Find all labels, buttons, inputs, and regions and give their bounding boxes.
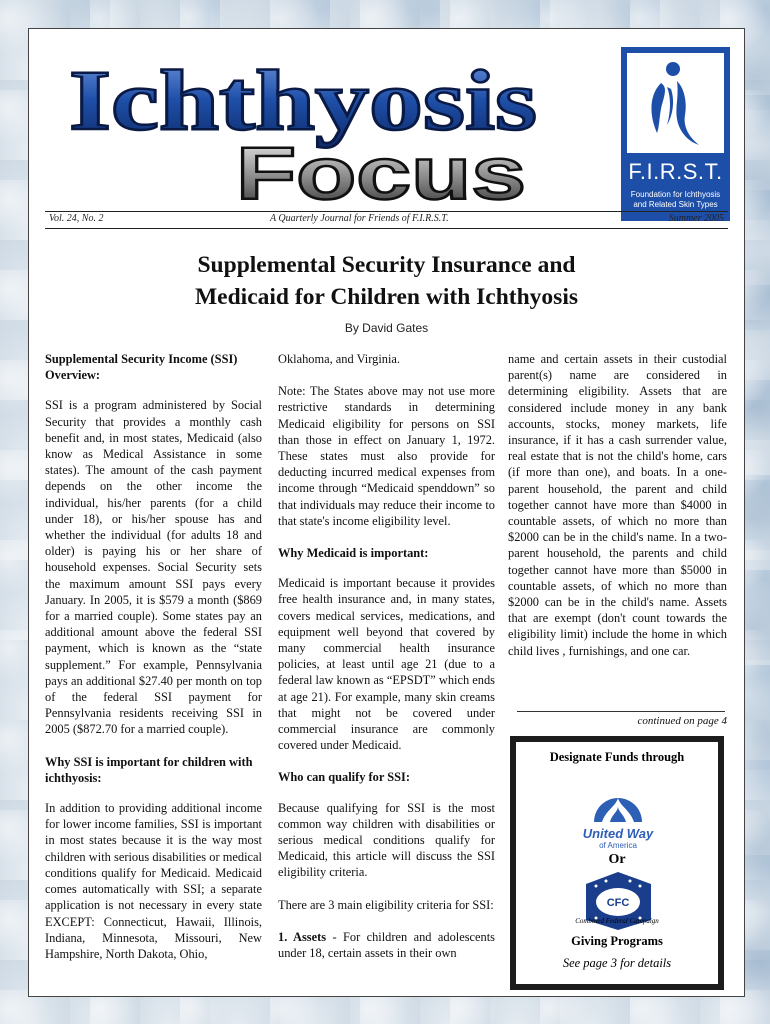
see-page-note: See page 3 for details: [562, 956, 672, 970]
funds-title: Designate Funds through: [549, 750, 685, 764]
giving-programs: Giving Programs: [571, 934, 663, 948]
designate-funds-content: [516, 742, 718, 984]
logo-line1: Ichthyosis: [69, 52, 537, 148]
title-line1: Supplemental Security Insurance and: [197, 252, 576, 278]
continued-divider: [517, 711, 725, 712]
org-tagline: [627, 190, 724, 210]
paragraph: Oklahoma, and Virginia.: [278, 352, 400, 366]
issue-season: Summer 2005: [668, 213, 724, 224]
paragraph: Note: The States above may not use more restrictive standards in determining Medicaid eligibility for persons on SSI than those in effect on January 1, 1972. These states must also provide for deducting incurred medical expenses from income through “Medicaid spenddown” so that individuals may reduce their income to that state's income eligibility level.: [278, 384, 495, 528]
cfc-letters: CFC: [606, 897, 630, 909]
united-way-sub: of America: [599, 841, 637, 850]
paragraph: name and certain assets in their custodial parent(s) name are considered in determining eligibility. Assets that are considered include money in any bank accounts, stocks, money markets, life insurance, if it has a cash surrender value, real estate that is not the child's home, cars (if more than one), and boats. In a one-parent household, the parent and child together cannot have more than $4000 in countable assets, of which no more than $2000 can be in the child's name. In a two-parent household, the parents and child together cannot have more than $5000 in countable assets, of which no more than $2000 can be in the child's name. Assets that are exempt (don't count towards the eligibility limit) include the home in which child lives , furnishings, and one car.: [508, 352, 727, 658]
newsletter-page: [28, 28, 745, 997]
paragraph: SSI is a program administered by Social Security that provides a monthly cash benefit and, in most states, Medicaid (also know as Medical Assistance in some states). The amount of the cash payment depends on the other income the individual, his/her parents (for a child under 18), or his/her spouse has and whether the individual (for adults 18 and older) is paying his or her share of household expenses. Social Security sets the maximum amount SSI pays every January. In 2005, it is $579 a month ($869 for a married couple). Some states pay an additional amount above the federal SSI payment, which is known as the “state supplement.” For example, Pennsylvania pays an additional $27.40 per month on top of the federal SSI payment for Pennsylvania residents receiving SSI in 2005 ($872.70 for a married couple).: [45, 398, 262, 737]
heading-why-medicaid: Why Medicaid is important:: [278, 546, 429, 561]
column-2: [278, 351, 495, 977]
heading-ssi-overview: Supplemental Security Income (SSI) Overview:: [45, 352, 238, 383]
heading-who-qualifies: Who can qualify for SSI:: [278, 770, 410, 785]
heading-why-ssi: Why SSI is important for children with ichthyosis:: [45, 754, 253, 785]
figure-icon: [627, 53, 724, 153]
org-tagline-line1: Foundation for Ichthyosis: [630, 190, 721, 199]
united-way-name: United Way: [582, 826, 654, 841]
paragraph: In addition to providing additional income for lower income families, SSI is important in most states because it is the way most children with serious disabilities or medical conditions qualify for Medicaid. Medicaid comes automatically with SSI; a separate application is not necessary in every state EXCEPT: Connecticut, Hawaii, Illinois, Indiana, Minnesota, Missouri, New Hampshire, North Dakota, Ohio,: [45, 801, 262, 961]
title-line2: Medicaid for Children with Ichthyosis: [195, 284, 578, 310]
bottom-rule: [45, 228, 728, 229]
org-name: F.I.R.S.T.: [628, 159, 723, 184]
paragraph: There are 3 main eligibility criteria for SSI:: [278, 897, 494, 912]
issue-info-bar: [45, 211, 728, 227]
continued-note: continued on page 4: [637, 715, 727, 727]
logo-line2: Focus: [236, 132, 526, 211]
assets-text: - For children and adolescents under 18, certain assets in their own: [278, 929, 495, 961]
org-tagline-line2: and Related Skin Types: [633, 200, 718, 209]
paragraph: [278, 929, 495, 961]
paragraph: Because qualifying for SSI is the most common way children with disabilities or serious medical conditions qualify for Medicaid, this article will discuss the SSI eligibility criteria.: [278, 800, 495, 880]
cfc-caption: Combined Federal Campaign: [575, 917, 659, 925]
assets-label: 1. Assets: [278, 929, 327, 944]
paragraph: Medicaid is important because it provides free health insurance and, in many states, covers medical services, medications, and equipment well beyond that covered by many commercial health insurance policies, at least until age 21 (due to a federal law known as “EPSDT” which ends at age 21). For example, many skin creams that might not be covered under commercial insurance are commonly covered under Medicaid.: [278, 576, 495, 753]
united-way-logo: [576, 782, 661, 862]
first-logo-box: [621, 47, 730, 221]
column-1: [45, 351, 262, 978]
column-3: [508, 351, 727, 675]
masthead: [29, 29, 744, 224]
ichthyosis-focus-logo: [61, 51, 571, 211]
byline: By David Gates: [344, 321, 429, 335]
volume-number: Vol. 24, No. 2: [49, 213, 104, 224]
journal-subtitle: A Quarterly Journal for Friends of F.I.R.S.T.: [270, 213, 449, 224]
article-title: [29, 249, 744, 313]
or-label: Or: [608, 852, 626, 867]
first-emblem: [627, 53, 724, 153]
designate-funds-box: [510, 736, 724, 990]
